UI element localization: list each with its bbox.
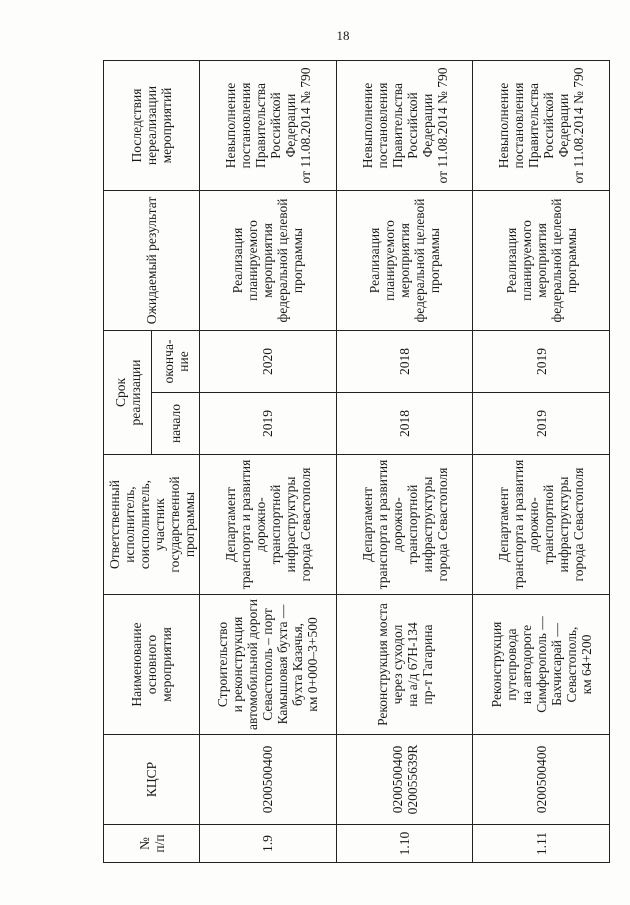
measures-table: [103, 60, 610, 863]
cell-end: 2018: [336, 330, 473, 392]
header-kcsr: КЦСР: [104, 735, 200, 825]
cell-kcsr: 0200500400: [473, 735, 610, 825]
cell-num: 1.10: [336, 825, 473, 863]
cell-start: 2019: [200, 393, 337, 455]
cell-consequences: Невыполнение постановления Правительства Российской Федерации от 11.08.2014 № 790: [473, 60, 610, 190]
header-executor: Ответственный исполнитель, соисполнитель, участник государственной программы: [104, 455, 200, 595]
cell-executor: Департамент транспорта и развития дорожно- транспортной инфраструктуры города Севастополя: [473, 455, 610, 595]
cell-name: Строительство и реконструкция автомобильной дороги Севастополь – порт Камышовая бухта — бухта Казачья, км 0+000–3+500: [200, 595, 337, 735]
cell-executor: Департамент транспорта и развития дорожно- транспортной инфраструктуры города Севастополя: [336, 455, 473, 595]
cell-num: 1.9: [200, 825, 337, 863]
cell-result: Реализация планируемого мероприятия федеральной целевой программы: [473, 190, 610, 330]
header-result: Ожидаемый результат: [104, 190, 200, 330]
header-term-start: начало: [152, 393, 200, 455]
cell-num: 1.11: [473, 825, 610, 863]
cell-result: Реализация планируемого мероприятия федеральной целевой программы: [200, 190, 337, 330]
cell-end: 2019: [473, 330, 610, 392]
table-row: [473, 60, 610, 862]
cell-executor: Департамент транспорта и развития дорожно- транспортной инфраструктуры города Севастополя: [200, 455, 337, 595]
header-row: [104, 60, 152, 862]
table-row: [200, 60, 337, 862]
cell-consequences: Невыполнение постановления Правительства Российской Федерации от 11.08.2014 № 790: [336, 60, 473, 190]
header-term-end: оконча- ние: [152, 330, 200, 392]
header-name: Наименование основного мероприятия: [104, 595, 200, 735]
header-consequences: Последствия нереализации мероприятий: [104, 60, 200, 190]
cell-kcsr: 0200500400: [200, 735, 337, 825]
rotated-table: [103, 61, 610, 863]
cell-kcsr: 0200500400 020055639R: [336, 735, 473, 825]
cell-name: Реконструкция путепровода на автодороге Симферополь — Бахчисарай — Севастополь, км 64+200: [473, 595, 610, 735]
cell-end: 2020: [200, 330, 337, 392]
cell-result: Реализация планируемого мероприятия федеральной целевой программы: [336, 190, 473, 330]
table-row: [336, 60, 473, 862]
header-term: Срок реализации: [104, 330, 152, 454]
cell-start: 2019: [473, 393, 610, 455]
table-container: [103, 61, 610, 863]
header-num: № п/п: [104, 825, 200, 863]
cell-name: Реконструкция моста через суходол на а/д 67Н-134 пр-т Гагарина: [336, 595, 473, 735]
page-number: 18: [336, 28, 350, 43]
cell-start: 2018: [336, 393, 473, 455]
cell-consequences: Невыполнение постановления Правительства Российской Федерации от 11.08.2014 № 790: [200, 60, 337, 190]
